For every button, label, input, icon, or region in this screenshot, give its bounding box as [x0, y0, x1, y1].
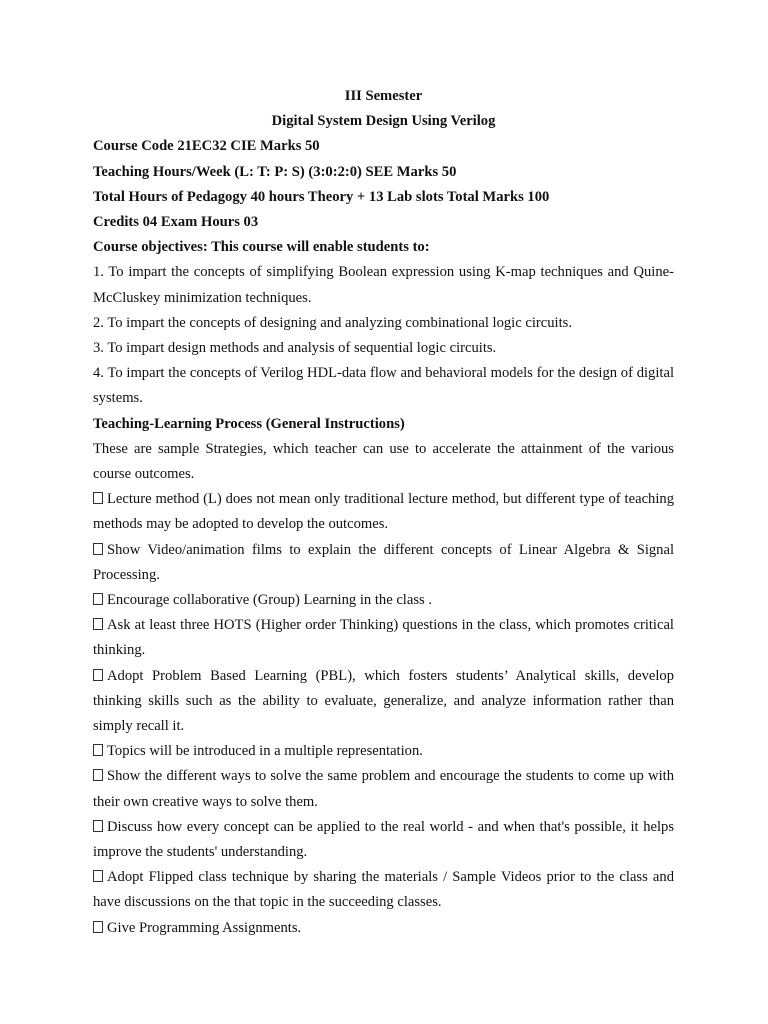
document-page: [93, 84, 674, 941]
missing-glyph-box-icon: [93, 492, 103, 504]
tlp-bullet-text: Lecture method (L) does not mean only traditional lecture method, but different type of teaching methods may be adopted to develop the outcomes.: [93, 491, 674, 533]
missing-glyph-box-icon: [93, 618, 103, 630]
objectives-heading: Course objectives: This course will enable students to:: [93, 239, 430, 256]
tlp-bullet-text: Adopt Problem Based Learning (PBL), which fosters students’ Analytical skills, develop thinking skills such as the ability to evaluate, generalize, and analyze information rather than simply recall it.: [93, 667, 674, 734]
tlp-intro: These are sample Strategies, which teacher can use to accelerate the attainment of the various course outcomes.: [93, 440, 674, 482]
tlp-bullet-text: Encourage collaborative (Group) Learning in the class .: [107, 591, 432, 608]
tlp-bullet-text: Give Programming Assignments.: [107, 919, 302, 936]
tlp-bullet-text: Adopt Flipped class technique by sharing the materials / Sample Videos prior to the class and have discussions on the that topic in the succeeding classes.: [93, 869, 674, 911]
tlp-bullet: [93, 916, 674, 941]
tlp-bullet: [93, 588, 674, 613]
tlp-bullet: [93, 764, 674, 814]
tlp-bullet: [93, 664, 674, 740]
missing-glyph-box-icon: [93, 820, 103, 832]
semester-heading: III Semester: [344, 88, 423, 104]
tlp-bullet: [93, 538, 674, 588]
tlp-bullet-text: Show the different ways to solve the same problem and encourage the students to come up with their own creative ways to solve them.: [93, 768, 674, 810]
missing-glyph-box-icon: [93, 769, 103, 781]
total-hours-line: Total Hours of Pedagogy 40 hours Theory + 13 Lab slots Total Marks 100: [93, 188, 550, 205]
tlp-bullet: [93, 865, 674, 915]
tlp-bullet: [93, 613, 674, 663]
objective-item: 3. To impart design methods and analysis of sequential logic circuits.: [93, 339, 497, 356]
objective-item: 1. To impart the concepts of simplifying Boolean expression using K-map techniques and Quine-McCluskey minimization techniques.: [93, 264, 674, 306]
objective-item: 2. To impart the concepts of designing and analyzing combinational logic circuits.: [93, 314, 572, 331]
missing-glyph-box-icon: [93, 593, 103, 605]
missing-glyph-box-icon: [93, 870, 103, 882]
missing-glyph-box-icon: [93, 669, 103, 681]
missing-glyph-box-icon: [93, 921, 103, 933]
missing-glyph-box-icon: [93, 543, 103, 555]
tlp-bullet-text: Ask at least three HOTS (Higher order Thinking) questions in the class, which promotes critical thinking.: [93, 617, 674, 659]
course-title: Digital System Design Using Verilog: [271, 113, 496, 130]
tlp-bullet-text: Topics will be introduced in a multiple representation.: [107, 743, 423, 760]
tlp-bullet: [93, 487, 674, 537]
credits-line: Credits 04 Exam Hours 03: [93, 213, 259, 230]
teaching-hours-line: Teaching Hours/Week (L: T: P: S) (3:0:2:0) SEE Marks 50: [93, 163, 457, 180]
course-code-line: Course Code 21EC32 CIE Marks 50: [93, 138, 320, 155]
tlp-heading: Teaching-Learning Process (General Instructions): [93, 415, 405, 432]
tlp-bullet: [93, 739, 674, 764]
tlp-bullet-text: Discuss how every concept can be applied to the real world - and when that's possible, it helps improve the students' understanding.: [93, 818, 674, 860]
tlp-bullet-text: Show Video/animation films to explain the different concepts of Linear Algebra & Signal Processing.: [93, 541, 674, 583]
objective-item: 4. To impart the concepts of Verilog HDL-data flow and behavioral models for the design of digital systems.: [93, 365, 674, 407]
missing-glyph-box-icon: [93, 744, 103, 756]
tlp-bullet: [93, 815, 674, 865]
